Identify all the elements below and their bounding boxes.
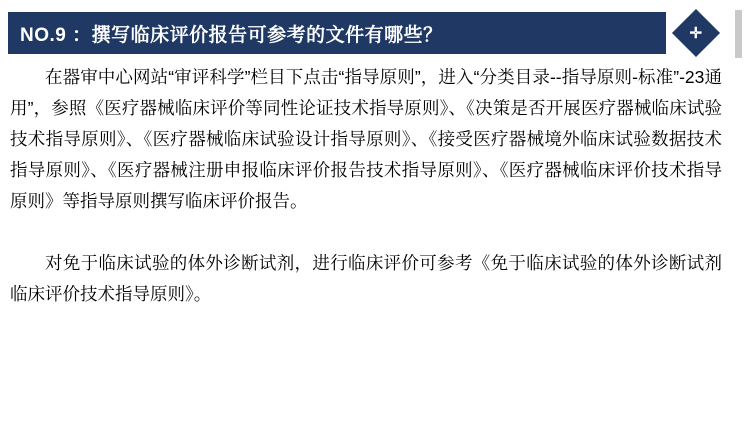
medical-cross-diamond-logo-icon bbox=[672, 9, 720, 57]
right-edge-accent-bar bbox=[735, 10, 742, 58]
body-paragraph: 对免于临床试验的体外诊断试剂，进行临床评价可参考《免于临床试验的体外诊断试剂临床评价技术指导原则》。 bbox=[10, 253, 722, 304]
slide-body bbox=[10, 62, 722, 310]
logo-container bbox=[675, 12, 717, 54]
slide-title-bar bbox=[8, 12, 666, 54]
page-title: NO.9 ：撰写临床评价报告可参考的文件有哪些？ bbox=[20, 24, 443, 46]
body-paragraph: 在器审中心网站“审评科学”栏目下点击“指导原则”，进入“分类目录--指导原则-标准”-23通用”，参照《医疗器械临床评价等同性论证技术指导原则》、《决策是否开展医疗器械临床试验技术指导原则》、《医疗器械临床试验设计指导原则》、《接受医疗器械境外临床试验数据技术指导原则》、《医疗器械注册申报临床评价报告技术指导原则》、《医疗器械临床评价技术指导原则》等指导原则撰写临床评价报告。 bbox=[10, 67, 722, 211]
cross-icon: ✛ bbox=[689, 24, 703, 42]
